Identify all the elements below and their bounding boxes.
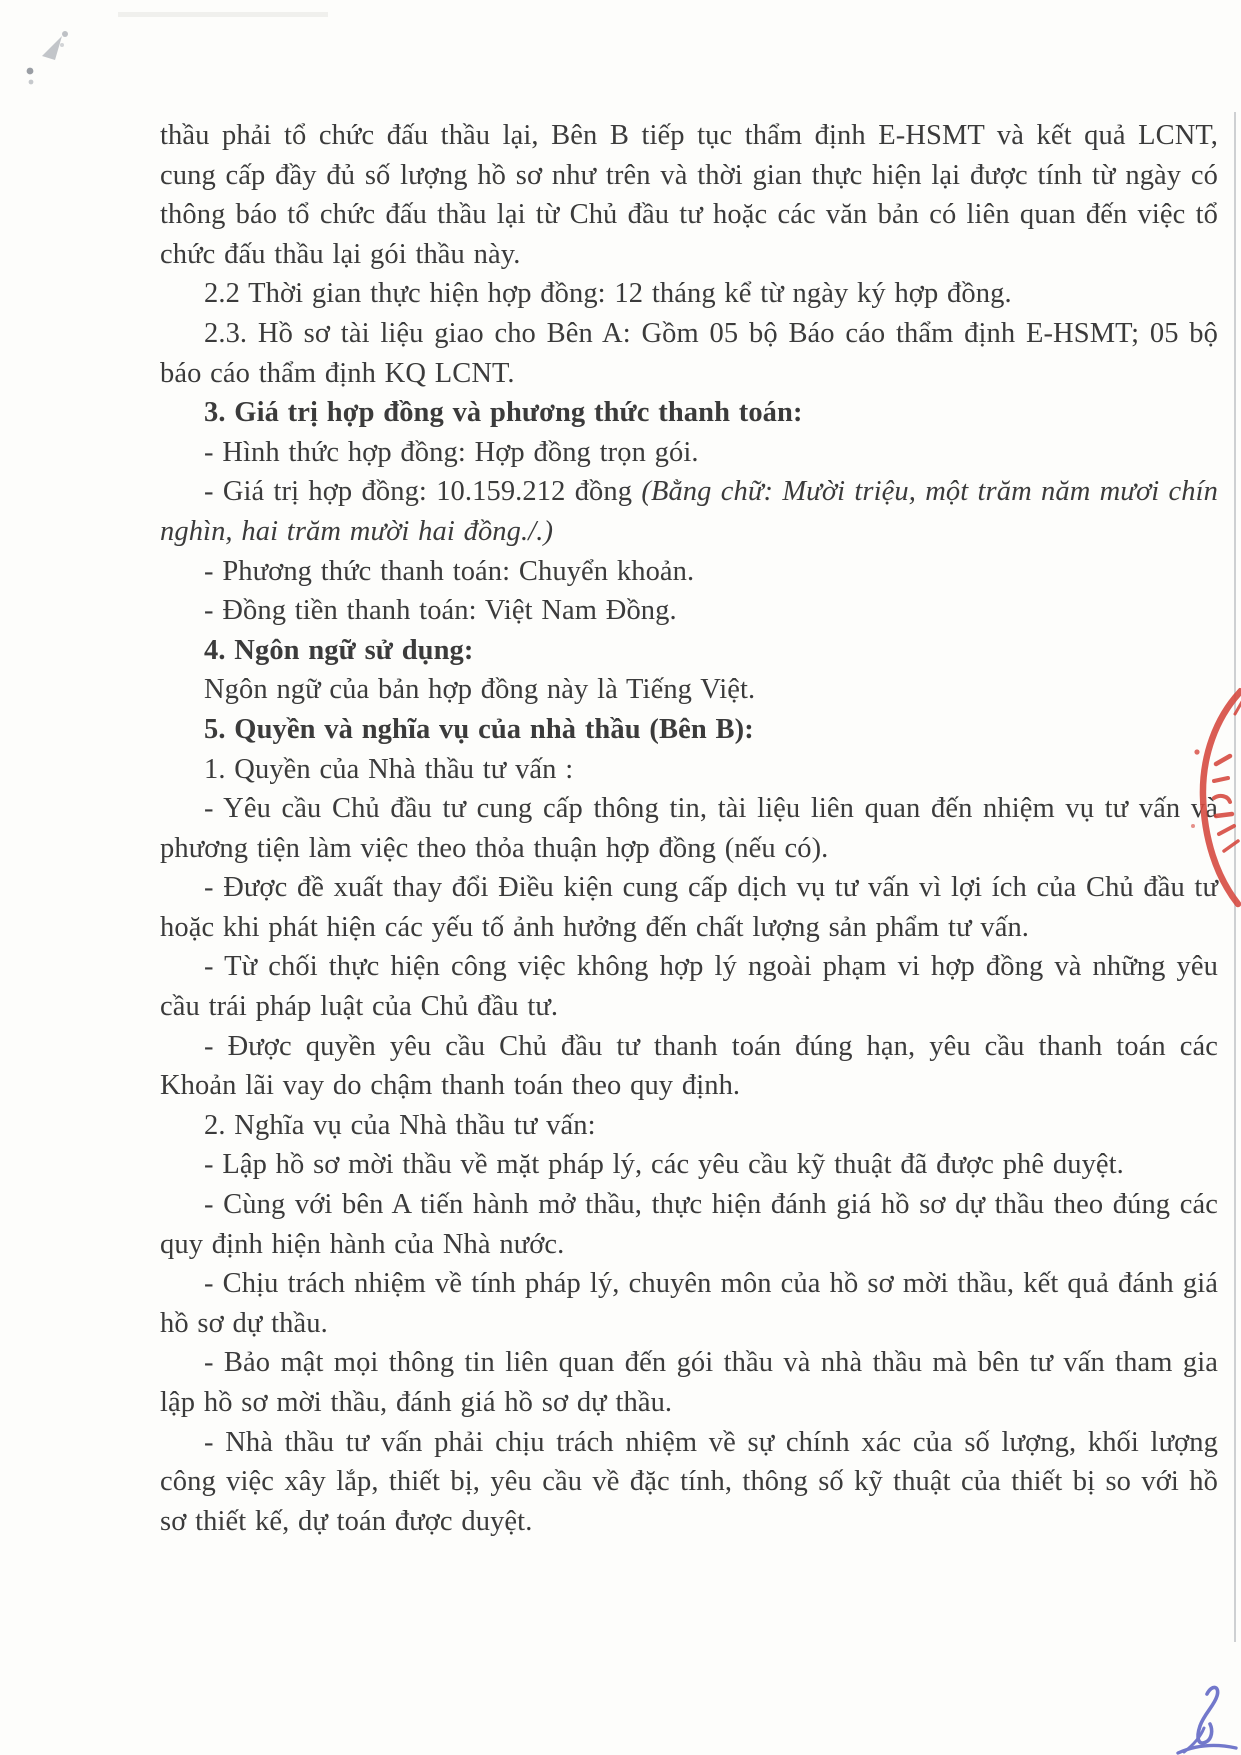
text-segment: thầu phải tổ chức đấu thầu lại, Bên B tiếp tục thẩm định E-HSMT và kết quả LCNT, cung cấp đầy đủ số lượng hồ sơ như trên và thời gian thực hiện lại được tính từ ngày có thông báo tổ chức đấu thầu lại từ Chủ đầu tư hoặc các văn bản có liên quan đến việc tổ chức đấu thầu lại gói thầu này. <box>160 120 1218 270</box>
paragraph <box>160 1145 1218 1185</box>
text-segment: - Chịu trách nhiệm về tính pháp lý, chuyên môn của hồ sơ mời thầu, kết quả đánh giá hồ sơ dự thầu. <box>160 1268 1218 1339</box>
paragraph <box>160 314 1218 393</box>
paragraph <box>160 1264 1218 1343</box>
text-segment: 2.2 Thời gian thực hiện hợp đồng: 12 tháng kể từ ngày ký hợp đồng. <box>204 278 1012 310</box>
text-segment: - Đồng tiền thanh toán: Việt Nam Đồng. <box>204 595 677 627</box>
section-heading: 5. Quyền và nghĩa vụ của nhà thầu (Bên B): <box>204 713 754 745</box>
text-segment: - Cùng với bên A tiến hành mở thầu, thực hiện đánh giá hồ sơ dự thầu theo đúng các quy định hiện hành của Nhà nước. <box>160 1189 1218 1260</box>
paragraph <box>160 552 1218 592</box>
amount-in-words: (Bằng chữ: Mười triệu, một trăm năm mươi chín nghìn, hai trăm mười hai đồng./.) <box>160 476 1218 547</box>
paragraph <box>160 274 1218 314</box>
section-heading: 3. Giá trị hợp đồng và phương thức thanh toán: <box>204 397 803 429</box>
paragraph <box>160 670 1218 710</box>
text-segment: 1. Quyền của Nhà thầu tư vấn : <box>204 753 574 785</box>
text-segment: - Hình thức hợp đồng: Hợp đồng trọn gói. <box>204 436 699 468</box>
text-segment: - Lập hồ sơ mời thầu về mặt pháp lý, các yêu cầu kỹ thuật đã được phê duyệt. <box>204 1149 1124 1181</box>
text-segment: - Nhà thầu tư vấn phải chịu trách nhiệm về sự chính xác của số lượng, khối lượng công việc xây lắp, thiết bị, yêu cầu về đặc tính, thông số kỹ thuật của thiết bị so với hồ sơ thiết kế, dự toán được duyệt. <box>160 1426 1218 1537</box>
paragraph <box>160 1106 1218 1146</box>
text-segment: - Từ chối thực hiện công việc không hợp lý ngoài phạm vi hợp đồng và những yêu cầu trái pháp luật của Chủ đầu tư. <box>160 951 1218 1023</box>
text-segment: 2.3. Hồ sơ tài liệu giao cho Bên A: Gồm 05 bộ Báo cáo thẩm định E-HSMT; 05 bộ báo cáo thẩm định KQ LCNT. <box>160 317 1218 389</box>
text-segment: - Được quyền yêu cầu Chủ đầu tư thanh toán đúng hạn, yêu cầu thanh toán các Khoản lãi vay do chậm thanh toán theo quy định. <box>160 1030 1218 1102</box>
text-segment: - Bảo mật mọi thông tin liên quan đến gói thầu và nhà thầu mà bên tư vấn tham gia lập hồ sơ mời thầu, đánh giá hồ sơ dự thầu. <box>160 1347 1218 1418</box>
paragraph <box>160 1423 1218 1542</box>
signature-pen-mark <box>1160 1682 1241 1755</box>
paragraph <box>160 868 1218 947</box>
document-body <box>160 116 1218 1541</box>
paragraph <box>160 393 1218 433</box>
paragraph <box>160 1027 1218 1106</box>
section-heading: 4. Ngôn ngữ sử dụng: <box>204 634 474 666</box>
text-segment: 2. Nghĩa vụ của Nhà thầu tư vấn: <box>204 1109 596 1141</box>
paragraph <box>160 472 1218 551</box>
text-segment: - Phương thức thanh toán: Chuyển khoản. <box>204 555 695 587</box>
paragraph <box>160 116 1218 274</box>
paragraph <box>160 947 1218 1026</box>
scan-smudge-topleft <box>22 24 82 94</box>
paragraph <box>160 591 1218 631</box>
paragraph <box>160 1185 1218 1264</box>
paragraph <box>160 631 1218 671</box>
paragraph <box>160 789 1218 868</box>
scan-smudge-top <box>118 12 328 17</box>
paragraph <box>160 433 1218 473</box>
paragraph <box>160 750 1218 790</box>
paragraph <box>160 1343 1218 1422</box>
text-segment: - Giá trị hợp đồng: 10.159.212 đồng <box>204 476 642 508</box>
text-segment: - Yêu cầu Chủ đầu tư cung cấp thông tin, tài liệu liên quan đến nhiệm vụ tư vấn và phương tiện làm việc theo thỏa thuận hợp đồng (nếu có). <box>160 793 1218 864</box>
text-segment: - Được đề xuất thay đổi Điều kiện cung cấp dịch vụ tư vấn vì lợi ích của Chủ đầu tư hoặc khi phát hiện các yếu tố ảnh hưởng đến chất lượng sản phẩm tư vấn. <box>160 872 1218 943</box>
text-segment: Ngôn ngữ của bản hợp đồng này là Tiếng Việt. <box>204 674 756 706</box>
paragraph <box>160 710 1218 750</box>
red-stamp-fragment <box>1186 686 1241 911</box>
